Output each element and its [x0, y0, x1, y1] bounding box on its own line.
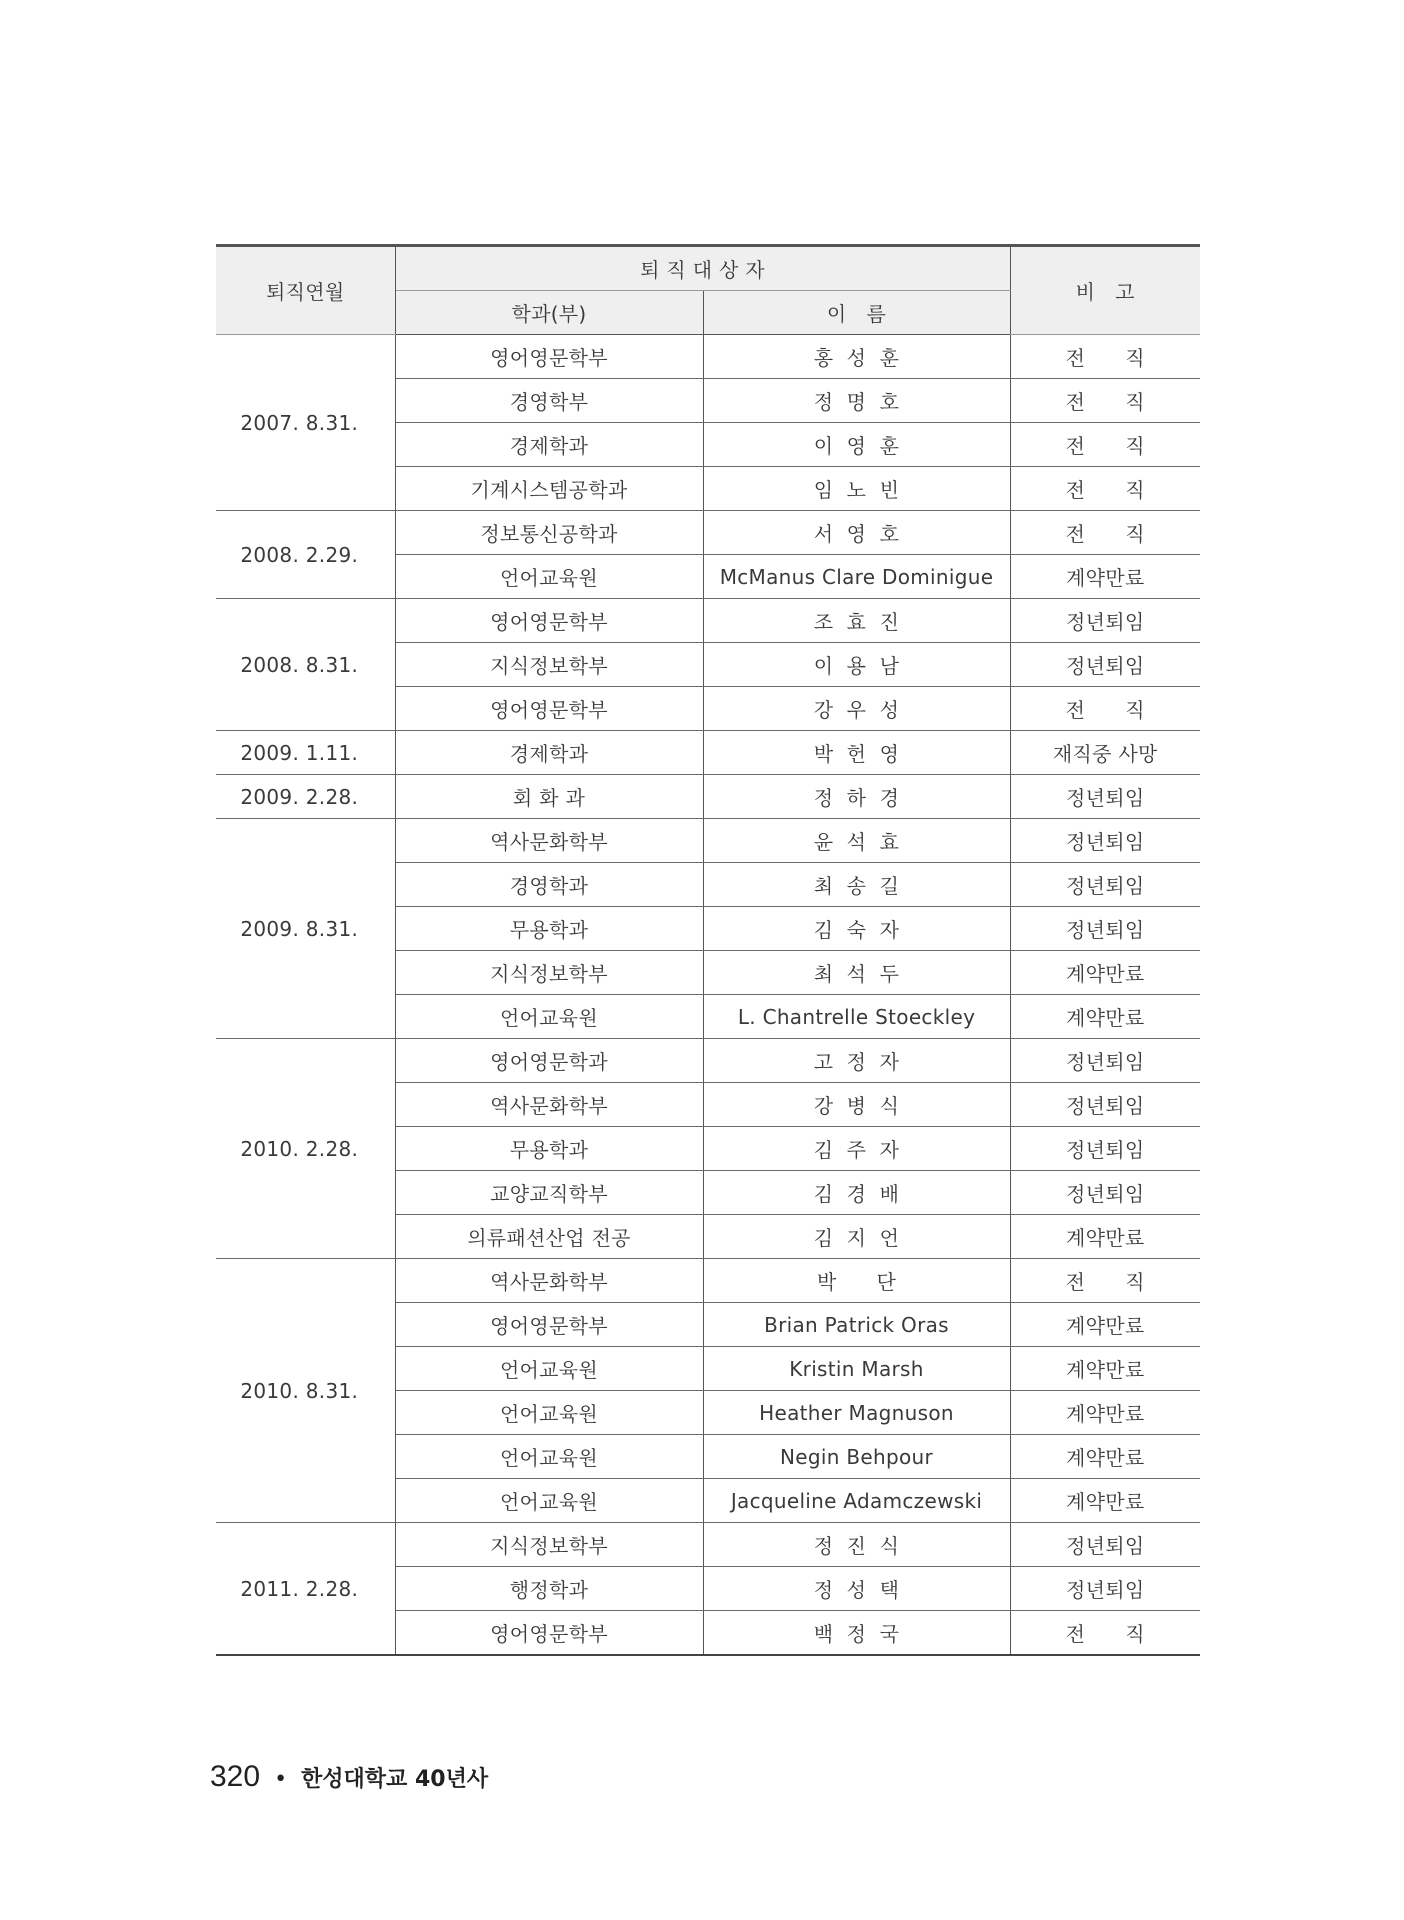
table-row: [216, 1039, 1200, 1083]
header-dept: 학과(부): [395, 291, 703, 335]
table-row: [216, 335, 1200, 379]
table-row: [216, 731, 1200, 775]
name-cell: McManus Clare Dominigue: [703, 555, 1010, 599]
note-cell: 계약만료: [1010, 1479, 1200, 1523]
note-cell: 계약만료: [1010, 1303, 1200, 1347]
department-cell: 역사문화학부: [395, 1083, 703, 1127]
name-cell: 서 영 호: [703, 511, 1010, 555]
department-cell: 경제학과: [395, 423, 703, 467]
name-cell: 강 병 식: [703, 1083, 1010, 1127]
table-row: [216, 1523, 1200, 1567]
header-date: 퇴직연월: [216, 246, 395, 335]
note-cell: 정년퇴임: [1010, 1127, 1200, 1171]
note-cell: 정년퇴임: [1010, 1523, 1200, 1567]
name-cell: 김 지 언: [703, 1215, 1010, 1259]
name-cell: 김 숙 자: [703, 907, 1010, 951]
note-cell: 계약만료: [1010, 951, 1200, 995]
note-cell: 계약만료: [1010, 1435, 1200, 1479]
note-cell: 전 직: [1010, 1611, 1200, 1656]
department-cell: 영어영문학부: [395, 1303, 703, 1347]
retirement-date-cell: 2009. 1.11.: [216, 731, 395, 775]
footer-bullet: •: [274, 1767, 288, 1792]
note-cell: 정년퇴임: [1010, 907, 1200, 951]
header-name: 이 름: [703, 291, 1010, 335]
department-cell: 언어교육원: [395, 1347, 703, 1391]
department-cell: 영어영문학부: [395, 1611, 703, 1656]
retirement-date-cell: 2010. 8.31.: [216, 1259, 395, 1523]
table-row: [216, 599, 1200, 643]
department-cell: 영어영문학부: [395, 687, 703, 731]
note-cell: 정년퇴임: [1010, 1171, 1200, 1215]
name-cell: 이 영 훈: [703, 423, 1010, 467]
name-cell: 정 하 경: [703, 775, 1010, 819]
header-note: 비 고: [1010, 246, 1200, 335]
note-cell: 전 직: [1010, 687, 1200, 731]
department-cell: 언어교육원: [395, 1479, 703, 1523]
department-cell: 언어교육원: [395, 555, 703, 599]
department-cell: 행정학과: [395, 1567, 703, 1611]
note-cell: 계약만료: [1010, 1347, 1200, 1391]
note-cell: 계약만료: [1010, 555, 1200, 599]
department-cell: 무용학과: [395, 1127, 703, 1171]
name-cell: 정 진 식: [703, 1523, 1010, 1567]
retirement-date-cell: 2008. 2.29.: [216, 511, 395, 599]
note-cell: 계약만료: [1010, 1215, 1200, 1259]
table-row: [216, 1259, 1200, 1303]
note-cell: 정년퇴임: [1010, 863, 1200, 907]
department-cell: 정보통신공학과: [395, 511, 703, 555]
name-cell: 고 정 자: [703, 1039, 1010, 1083]
name-cell: 김 주 자: [703, 1127, 1010, 1171]
department-cell: 언어교육원: [395, 995, 703, 1039]
name-cell: Jacqueline Adamczewski: [703, 1479, 1010, 1523]
name-cell: 정 성 택: [703, 1567, 1010, 1611]
note-cell: 재직중 사망: [1010, 731, 1200, 775]
name-cell: Brian Patrick Oras: [703, 1303, 1010, 1347]
retirement-date-cell: 2007. 8.31.: [216, 335, 395, 511]
note-cell: 정년퇴임: [1010, 1039, 1200, 1083]
name-cell: 윤 석 효: [703, 819, 1010, 863]
department-cell: 경제학과: [395, 731, 703, 775]
note-cell: 정년퇴임: [1010, 1083, 1200, 1127]
department-cell: 지식정보학부: [395, 1523, 703, 1567]
header-retiree-group: 퇴 직 대 상 자: [395, 246, 1010, 291]
department-cell: 의류패션산업 전공: [395, 1215, 703, 1259]
department-cell: 영어영문학과: [395, 1039, 703, 1083]
department-cell: 영어영문학부: [395, 599, 703, 643]
name-cell: 홍 성 훈: [703, 335, 1010, 379]
page-footer: [210, 1760, 488, 1794]
note-cell: 전 직: [1010, 511, 1200, 555]
name-cell: Heather Magnuson: [703, 1391, 1010, 1435]
department-cell: 교양교직학부: [395, 1171, 703, 1215]
department-cell: 회 화 과: [395, 775, 703, 819]
name-cell: Kristin Marsh: [703, 1347, 1010, 1391]
note-cell: 정년퇴임: [1010, 819, 1200, 863]
retirement-date-cell: 2009. 8.31.: [216, 819, 395, 1039]
retirement-date-cell: 2011. 2.28.: [216, 1523, 395, 1656]
table-row: [216, 775, 1200, 819]
retirement-date-cell: 2009. 2.28.: [216, 775, 395, 819]
department-cell: 기계시스템공학과: [395, 467, 703, 511]
note-cell: 정년퇴임: [1010, 643, 1200, 687]
department-cell: 무용학과: [395, 907, 703, 951]
name-cell: 백 정 국: [703, 1611, 1010, 1656]
name-cell: Negin Behpour: [703, 1435, 1010, 1479]
name-cell: 정 명 호: [703, 379, 1010, 423]
department-cell: 언어교육원: [395, 1435, 703, 1479]
table-header: [216, 246, 1200, 335]
retirement-date-cell: 2010. 2.28.: [216, 1039, 395, 1259]
name-cell: L. Chantrelle Stoeckley: [703, 995, 1010, 1039]
department-cell: 경영학부: [395, 379, 703, 423]
name-cell: 최 송 길: [703, 863, 1010, 907]
department-cell: 경영학과: [395, 863, 703, 907]
note-cell: 정년퇴임: [1010, 599, 1200, 643]
note-cell: 정년퇴임: [1010, 775, 1200, 819]
note-cell: 전 직: [1010, 467, 1200, 511]
department-cell: 역사문화학부: [395, 1259, 703, 1303]
name-cell: 최 석 두: [703, 951, 1010, 995]
retirement-table: [216, 244, 1200, 1656]
table-row: [216, 511, 1200, 555]
name-cell: 박 헌 영: [703, 731, 1010, 775]
name-cell: 조 효 진: [703, 599, 1010, 643]
table-row: [216, 819, 1200, 863]
note-cell: 전 직: [1010, 1259, 1200, 1303]
note-cell: 정년퇴임: [1010, 1567, 1200, 1611]
note-cell: 전 직: [1010, 335, 1200, 379]
name-cell: 임 노 빈: [703, 467, 1010, 511]
table-body: [216, 335, 1200, 1656]
note-cell: 전 직: [1010, 423, 1200, 467]
note-cell: 계약만료: [1010, 995, 1200, 1039]
department-cell: 언어교육원: [395, 1391, 703, 1435]
department-cell: 역사문화학부: [395, 819, 703, 863]
department-cell: 지식정보학부: [395, 643, 703, 687]
page-number: 320: [210, 1760, 261, 1793]
note-cell: 전 직: [1010, 379, 1200, 423]
name-cell: 김 경 배: [703, 1171, 1010, 1215]
name-cell: 이 용 남: [703, 643, 1010, 687]
name-cell: 박 단: [703, 1259, 1010, 1303]
book-title: 한성대학교 40년사: [301, 1767, 489, 1792]
note-cell: 계약만료: [1010, 1391, 1200, 1435]
department-cell: 영어영문학부: [395, 335, 703, 379]
name-cell: 강 우 성: [703, 687, 1010, 731]
department-cell: 지식정보학부: [395, 951, 703, 995]
retirement-date-cell: 2008. 8.31.: [216, 599, 395, 731]
